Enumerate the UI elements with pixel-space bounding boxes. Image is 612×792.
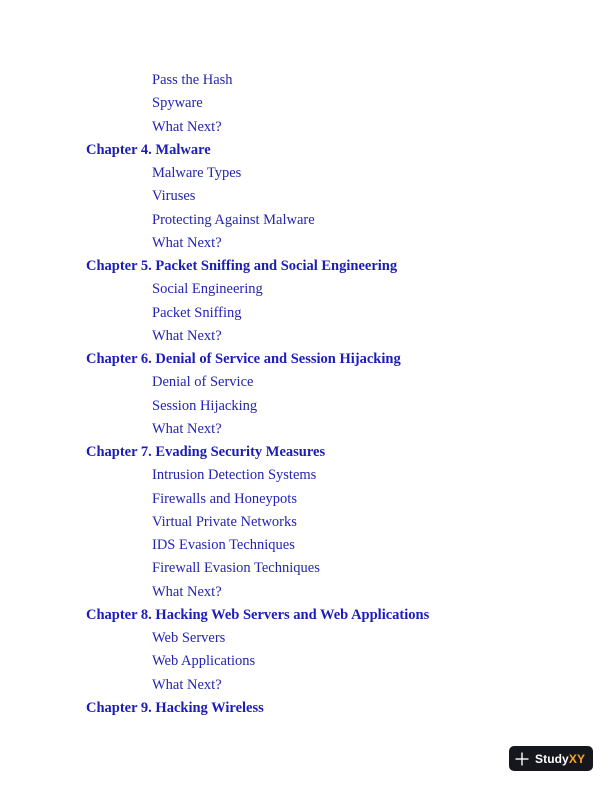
toc-chapter-entry xyxy=(0,257,612,280)
brand-name-main: Study xyxy=(535,751,569,766)
section-link[interactable]: Protecting Against Malware xyxy=(152,211,315,228)
section-link[interactable]: What Next? xyxy=(152,327,222,344)
toc-section-entry xyxy=(0,420,612,443)
toc-chapter-entry xyxy=(0,443,612,466)
plus-icon xyxy=(515,752,529,766)
toc-section-entry xyxy=(0,118,612,141)
toc-section-entry xyxy=(0,71,612,94)
brand-name-accent: XY xyxy=(568,751,586,766)
toc-section-entry xyxy=(0,490,612,513)
section-link[interactable]: Firewalls and Honeypots xyxy=(152,490,297,507)
chapter-link[interactable]: Chapter 6. Denial of Service and Session Hijacking xyxy=(86,351,401,367)
toc-section-entry xyxy=(0,513,612,536)
toc-section-entry xyxy=(0,164,612,187)
chapter-link[interactable]: Chapter 4. Malware xyxy=(86,141,211,158)
toc-section-entry xyxy=(0,280,612,303)
toc-section-entry xyxy=(0,397,612,420)
section-link[interactable]: Spyware xyxy=(152,95,203,112)
toc-section-entry xyxy=(0,187,612,210)
toc-section-entry xyxy=(0,676,612,699)
section-link[interactable]: Viruses xyxy=(152,188,196,205)
section-link[interactable]: Intrusion Detection Systems xyxy=(152,467,317,484)
toc-section-entry xyxy=(0,652,612,675)
table-of-contents xyxy=(0,71,612,722)
toc-section-entry xyxy=(0,536,612,559)
section-link[interactable]: Denial of Service xyxy=(152,374,254,391)
section-link[interactable]: What Next? xyxy=(152,583,222,600)
chapter-link[interactable]: Chapter 8. Hacking Web Servers and Web Applications xyxy=(86,606,430,623)
section-link[interactable]: Web Servers xyxy=(152,630,226,646)
section-link[interactable]: Web Applications xyxy=(152,653,256,670)
toc-chapter-entry xyxy=(0,350,612,373)
toc-section-entry xyxy=(0,373,612,396)
section-link[interactable]: What Next? xyxy=(152,420,222,437)
toc-section-entry xyxy=(0,629,612,652)
studyxy-badge[interactable] xyxy=(509,746,593,771)
toc-chapter-entry xyxy=(0,141,612,164)
section-link[interactable]: What Next? xyxy=(152,118,222,135)
section-link[interactable]: Virtual Private Networks xyxy=(152,513,297,530)
section-link[interactable]: Pass the Hash xyxy=(152,72,233,88)
toc-section-entry xyxy=(0,583,612,606)
section-link[interactable]: Social Engineering xyxy=(152,281,263,298)
toc-section-entry xyxy=(0,304,612,327)
section-link[interactable]: Firewall Evasion Techniques xyxy=(152,560,320,577)
section-link[interactable]: Malware Types xyxy=(152,165,242,181)
section-link[interactable]: What Next? xyxy=(152,676,222,693)
chapter-link[interactable]: Chapter 9. Hacking Wireless xyxy=(86,699,264,716)
section-link[interactable]: Session Hijacking xyxy=(152,397,258,414)
toc-section-entry xyxy=(0,327,612,350)
toc-chapter-entry xyxy=(0,606,612,629)
toc-chapter-entry xyxy=(0,699,612,722)
toc-section-entry xyxy=(0,211,612,234)
section-link[interactable]: IDS Evasion Techniques xyxy=(152,537,295,553)
section-link[interactable]: Packet Sniffing xyxy=(152,304,242,321)
section-link[interactable]: What Next? xyxy=(152,234,222,251)
toc-section-entry xyxy=(0,234,612,257)
chapter-link[interactable]: Chapter 5. Packet Sniffing and Social Engineering xyxy=(86,258,398,274)
chapter-link[interactable]: Chapter 7. Evading Security Measures xyxy=(86,444,326,460)
toc-section-entry xyxy=(0,94,612,117)
toc-section-entry xyxy=(0,466,612,489)
brand-name xyxy=(535,752,585,766)
toc-section-entry xyxy=(0,559,612,582)
